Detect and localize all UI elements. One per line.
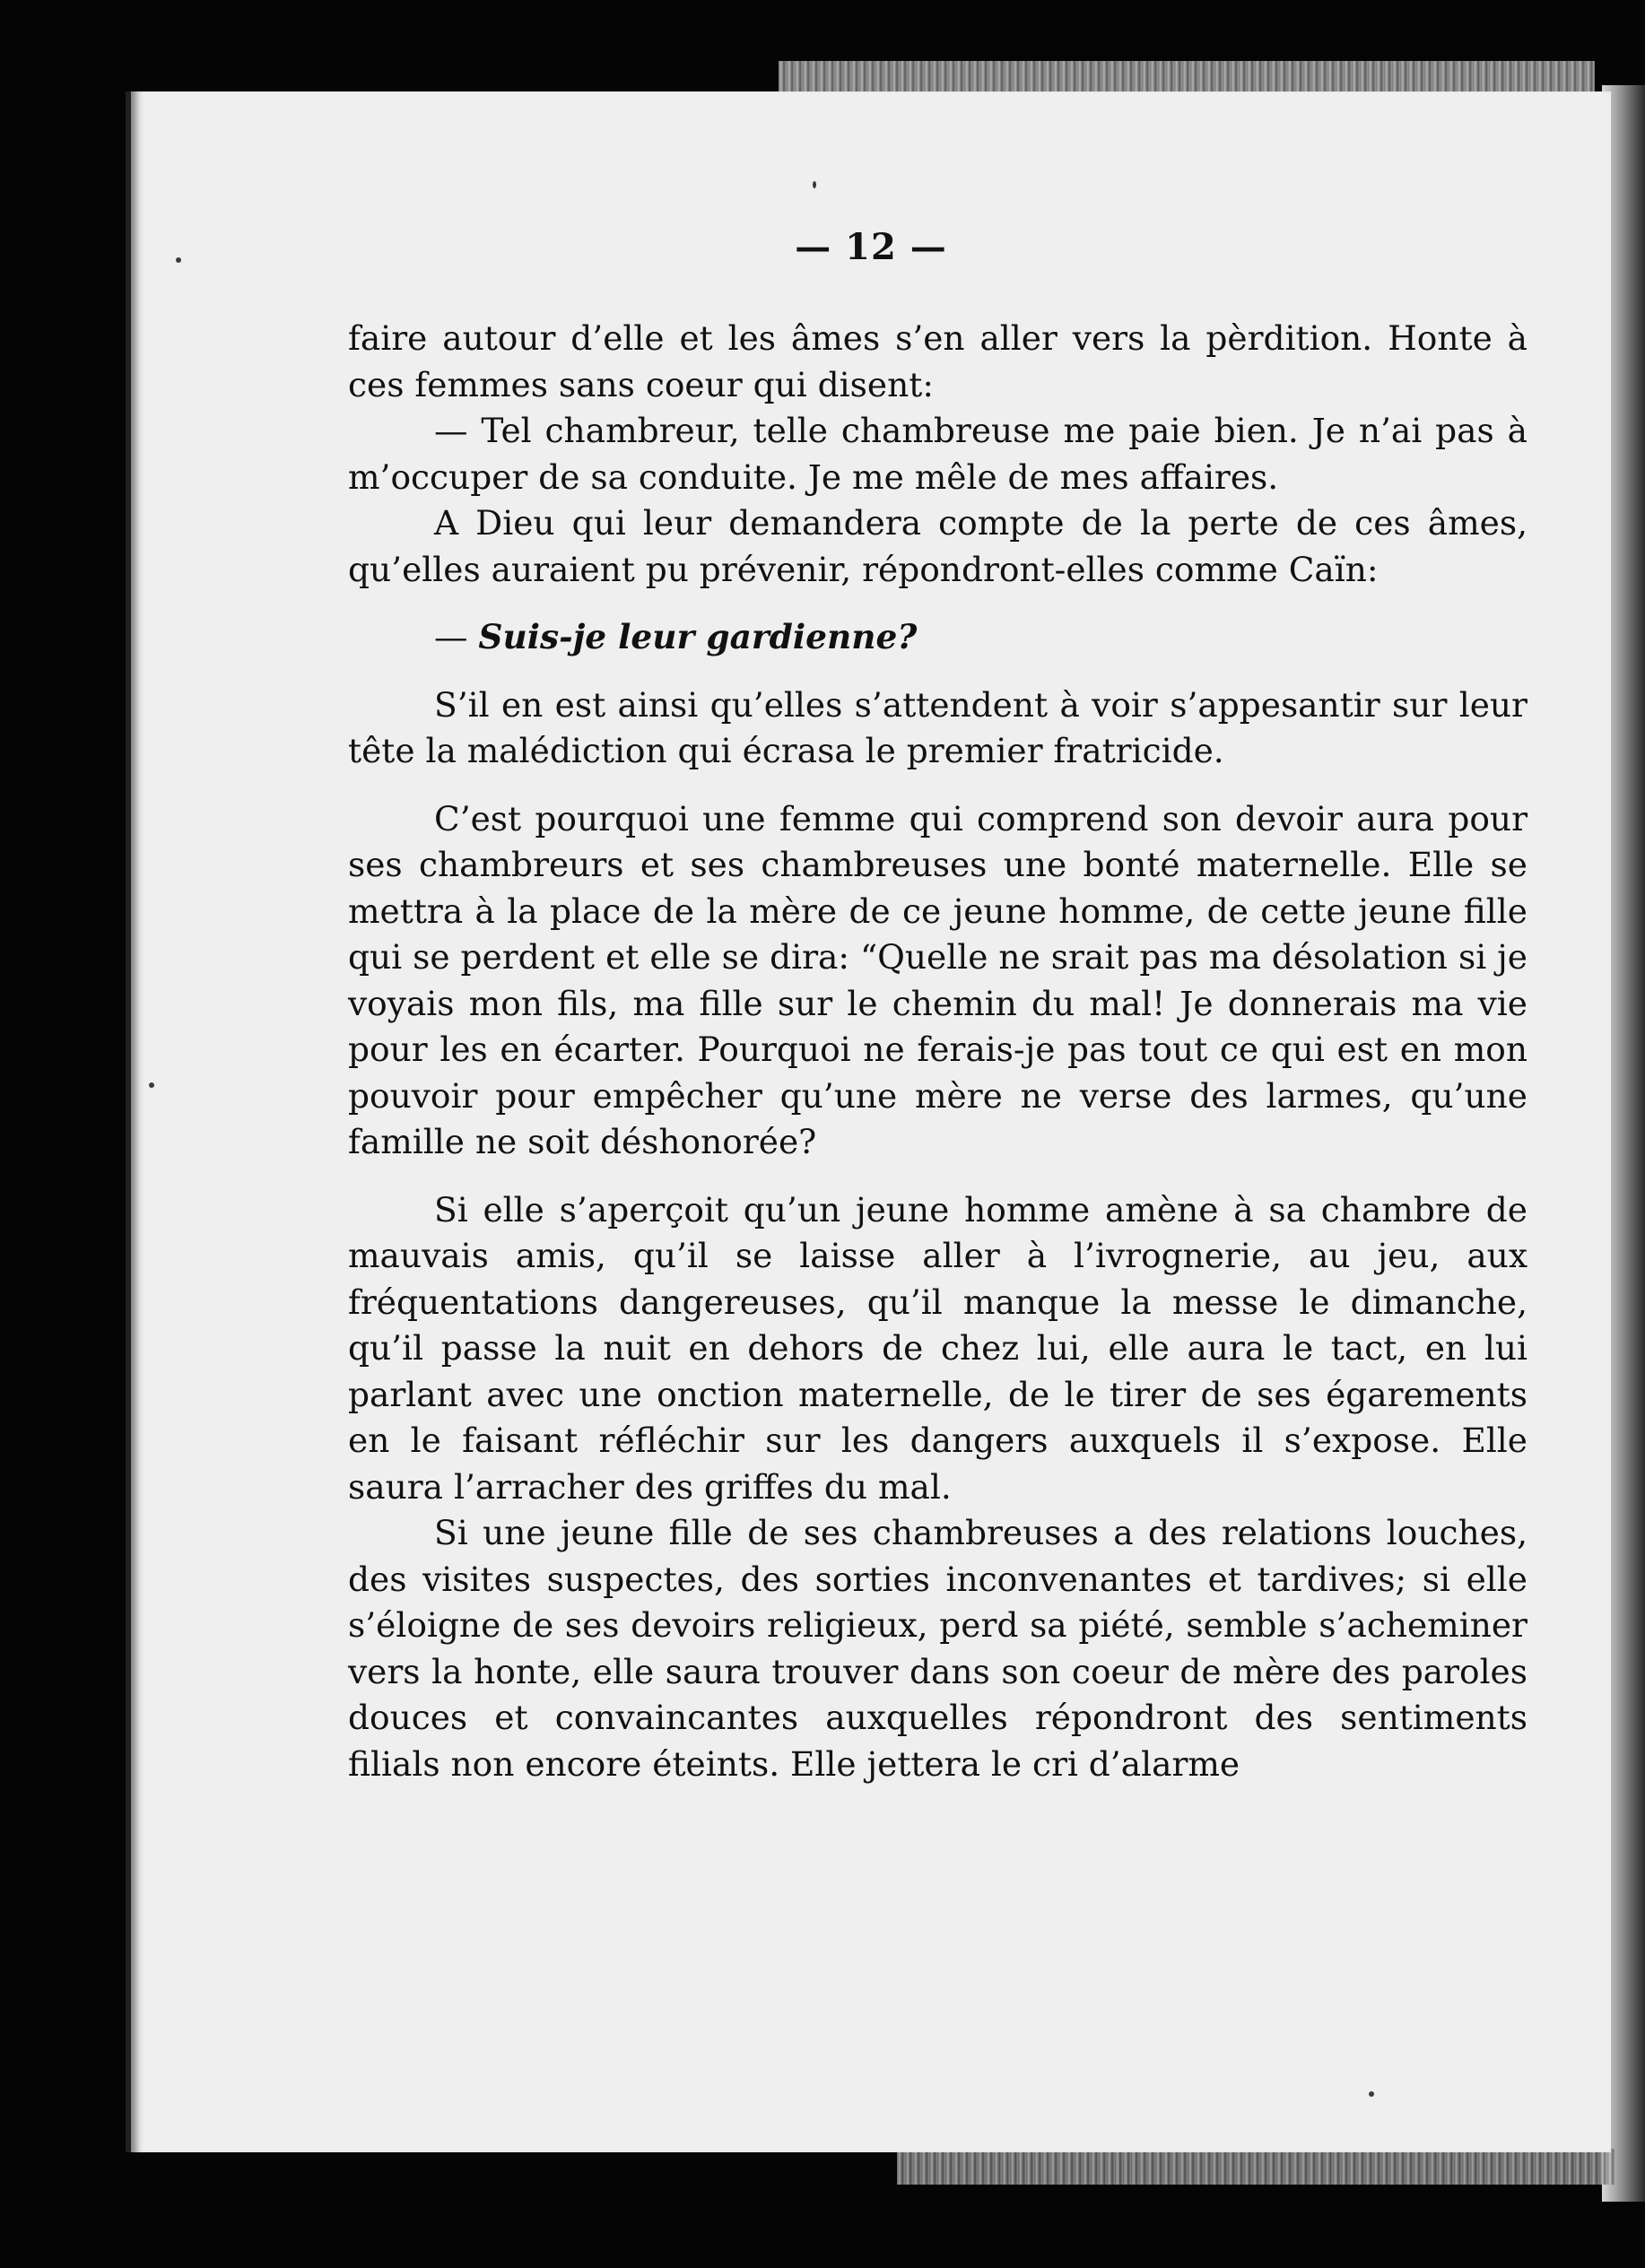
- paragraph: faire autour d’elle et les âmes s’en aller vers la pèrdition. Honte à ces femmes sans coeur qui disent:: [348, 318, 1528, 404]
- quote-emphasis: Suis-je leur gardienne?: [478, 617, 918, 656]
- book-page: [126, 91, 1611, 2152]
- paragraph: S’il en est ainsi qu’elles s’attendent à voir s’appesantir sur leur tête la malédiction qui écrasa le premier fratricide.: [348, 684, 1528, 770]
- paragraph-quote: [348, 614, 1528, 661]
- paragraph: A Dieu qui leur demandera compte de la perte de ces âmes, qu’elles auraient pu prévenir, répondront-elles comme Caïn:: [348, 503, 1528, 589]
- page-number: — 12 —: [795, 226, 947, 268]
- dash-prefix: —: [434, 617, 479, 656]
- scan-speck: [176, 257, 181, 263]
- scan-speck: [149, 1082, 154, 1088]
- paragraph: C’est pourquoi une femme qui comprend son devoir aura pour ses chambreurs et ses chambreuses une bonté maternelle. Elle se mettra à la place de la mère de ce jeune homme, de cette jeune fille qui se perdent et elle se dira: “Quelle ne srait pas ma désolation si je voyais mon fils, ma fille sur le chemin du mal! Je donnerais ma vie pour les en écarter. Pourquoi ne ferais-je pas tout ce qui est en mon pouvoir pour empêcher qu’une mère ne verse des larmes, qu’une famille ne soit déshonorée?: [348, 798, 1528, 1161]
- scan-speck: [813, 181, 816, 188]
- paragraph-dialogue: — Tel chambreur, telle chambreuse me paie bien. Je n’ai pas à m’occuper de sa conduite. Je me mêle de mes affaires.: [348, 411, 1528, 497]
- paragraph: Si une jeune fille de ses chambreuses a des relations louches, des visites suspectes, des sorties inconvenantes et tardives; si elle s’éloigne de ses devoirs religieux, perd sa piété, semble s’acheminer vers la honte, elle saura trouver dans son coeur de mère des paroles douces et convaincantes auxquelles répondront des sentiments filials non encore éteints. Elle jettera le cri d’alarme: [348, 1513, 1528, 1784]
- scan-edge-bottom: [897, 2149, 1615, 2185]
- scan-speck: [1369, 2091, 1374, 2097]
- page-body: [348, 316, 1528, 1787]
- paragraph: Si elle s’aperçoit qu’un jeune homme amène à sa chambre de mauvais amis, qu’il se laisse aller à l’ivrognerie, au jeu, aux fréquentations dangereuses, qu’il manque la messe le dimanche, qu’il passe la nuit en dehors de chez lui, elle aura le tact, en lui parlant avec une onction maternelle, de le tirer de ses égarements en le faisant réfléchir sur les dangers auxquels il s’expose. Elle saura l’arracher des griffes du mal.: [348, 1189, 1528, 1507]
